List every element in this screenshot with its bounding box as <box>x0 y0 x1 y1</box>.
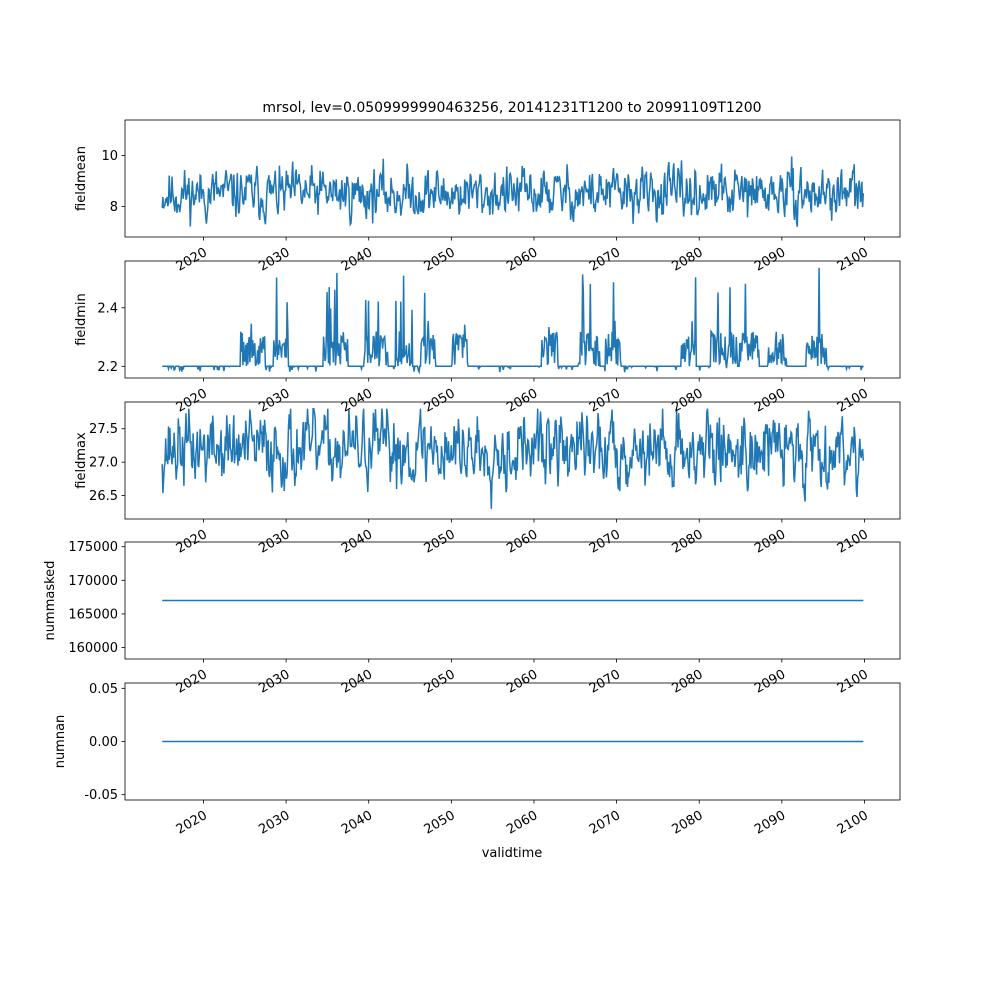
x-tick-label: 2040 <box>338 527 376 557</box>
x-tick-label: 2100 <box>834 808 871 838</box>
y-tick-label: 160000 <box>68 641 118 657</box>
x-tick-label: 2050 <box>421 527 458 557</box>
y-axis-label: nummasked <box>43 560 58 641</box>
x-tick-label: 2100 <box>834 527 871 557</box>
x-tick-label: 2080 <box>669 527 706 557</box>
y-tick-label: 27.5 <box>89 422 118 438</box>
x-tick-label: 2090 <box>752 386 789 416</box>
y-tick-label: 0.05 <box>89 681 118 697</box>
y-tick-label: -0.05 <box>84 788 118 804</box>
subplot-fieldmean <box>74 120 900 275</box>
x-tick-label: 2020 <box>173 386 210 416</box>
y-tick-label: 0.00 <box>89 735 118 750</box>
x-tick-label: 2040 <box>338 386 376 416</box>
x-tick-label: 2070 <box>586 527 624 557</box>
x-tick-label: 2020 <box>173 527 210 557</box>
chart-title: mrsol, lev=0.0509999990463256, 20141231T1200 to 20991109T1200 <box>262 100 762 116</box>
x-tick-label: 2030 <box>256 245 293 275</box>
x-tick-label: 2060 <box>504 527 541 557</box>
subplot-panels <box>43 120 900 838</box>
y-axis-label: fieldmax <box>74 432 89 489</box>
x-tick-label: 2090 <box>752 245 789 275</box>
x-tick-label: 2080 <box>669 667 706 697</box>
x-tick-label: 2030 <box>256 527 293 557</box>
y-axis-label: numnan <box>53 714 68 769</box>
x-tick-label: 2050 <box>421 667 458 697</box>
x-tick-label: 2020 <box>173 808 210 838</box>
x-tick-label: 2030 <box>256 808 293 838</box>
y-axis-label: fieldmin <box>74 293 89 346</box>
x-tick-label: 2090 <box>752 527 789 557</box>
x-tick-label: 2030 <box>256 667 293 697</box>
x-tick-label: 2060 <box>504 245 541 275</box>
series-line-fieldmax <box>162 409 863 509</box>
x-tick-label: 2080 <box>669 245 706 275</box>
x-tick-label: 2060 <box>504 667 541 697</box>
x-tick-label: 2030 <box>256 386 293 416</box>
series-line-fieldmean <box>162 157 863 227</box>
y-tick-label: 165000 <box>68 607 118 623</box>
x-tick-label: 2100 <box>834 386 871 416</box>
x-tick-label: 2070 <box>586 808 624 838</box>
x-tick-label: 2080 <box>669 386 706 416</box>
x-tick-label: 2070 <box>586 245 624 275</box>
x-tick-label: 2060 <box>504 808 541 838</box>
x-tick-label: 2020 <box>173 667 210 697</box>
subplot-fieldmax <box>74 402 900 557</box>
subplot-nummasked <box>43 540 900 696</box>
subplot-numnan <box>53 682 900 838</box>
x-tick-label: 2040 <box>338 245 376 275</box>
y-tick-label: 8 <box>109 199 118 215</box>
y-tick-label: 26.5 <box>89 489 118 505</box>
x-tick-label: 2080 <box>669 808 706 838</box>
y-tick-label: 2.2 <box>97 359 118 375</box>
x-axis-label: validtime <box>481 846 543 861</box>
x-tick-label: 2050 <box>421 808 458 838</box>
subplot-fieldmin <box>74 261 900 416</box>
y-tick-label: 170000 <box>68 573 118 589</box>
x-tick-label: 2050 <box>421 245 458 275</box>
x-tick-label: 2090 <box>752 808 789 838</box>
x-tick-label: 2090 <box>752 667 789 697</box>
y-tick-label: 175000 <box>68 540 118 556</box>
x-tick-label: 2100 <box>834 667 871 697</box>
x-tick-label: 2100 <box>834 245 871 275</box>
y-tick-label: 2.4 <box>97 301 118 317</box>
y-axis-label: fieldmean <box>74 146 89 211</box>
x-tick-label: 2070 <box>586 386 624 416</box>
y-tick-label: 27.0 <box>89 455 118 471</box>
x-tick-label: 2020 <box>173 245 210 275</box>
x-tick-label: 2050 <box>421 386 458 416</box>
series-line-fieldmin <box>162 268 863 372</box>
x-tick-label: 2070 <box>586 667 624 697</box>
x-tick-label: 2040 <box>338 808 376 838</box>
x-tick-label: 2040 <box>338 667 376 697</box>
x-tick-label: 2060 <box>504 386 541 416</box>
y-tick-label: 10 <box>101 149 118 165</box>
